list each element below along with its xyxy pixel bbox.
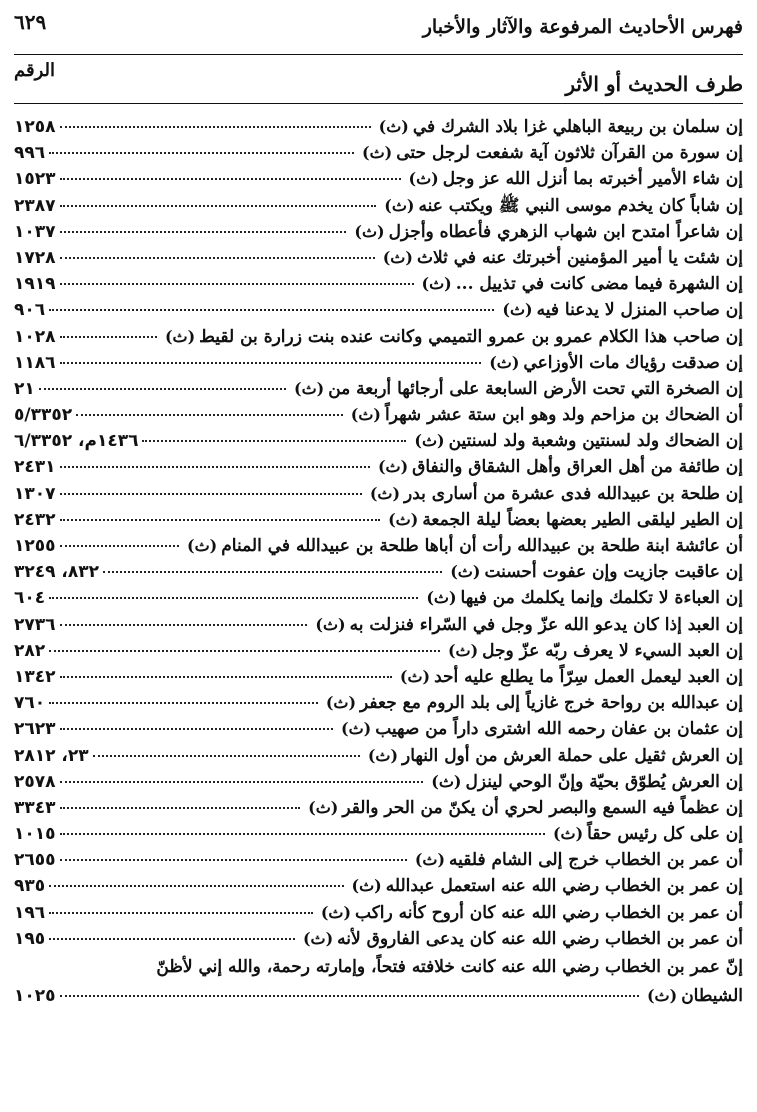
dot-leader [60, 466, 370, 468]
dot-leader [60, 807, 301, 809]
entry-mark: (ث) [367, 745, 399, 765]
column-headers [14, 60, 743, 100]
dot-leader [60, 519, 381, 521]
dot-leader [60, 362, 482, 364]
entry-text: إن شاعراً امتدح ابن شهاب الزهري فأعطاه وأجزل [388, 221, 743, 242]
entry-text: إن طائفة من أهل العراق وأهل الشقاق والنفاق [412, 457, 743, 478]
dot-leader [60, 178, 401, 180]
entry-text: إن الطير ليلقى الطير بعضها بعضاً ليلة الجمعة [422, 509, 743, 530]
entry-text: إن عاقبت جازيت وإن عفوت أحسنت [484, 562, 743, 583]
entry-text: إنّ عمر بن الخطاب رضي الله عنه كانت خلافته فتحاً، وإمارته رحمة، والله إني لأظنّ [156, 957, 743, 977]
dot-leader [103, 571, 442, 573]
entry-continuation [14, 982, 743, 1010]
entry-text: إن عثمان بن عفان رحمه الله اشترى داراً من صهيب [375, 719, 743, 740]
entry-number: ٢٣، ٢٨١٢ [14, 745, 89, 766]
entry-mark: (ث) [382, 247, 413, 267]
entry-text: إن عظماً فيه السمع والبصر لحري أن يكنّ من الحر والقر [342, 797, 743, 818]
entry-number: ١٠١٥ [14, 824, 56, 845]
index-list [14, 114, 743, 1012]
index-entry [14, 612, 743, 638]
entry-number: ١٩٦ [14, 902, 46, 923]
entry-number: ١٣٠٧ [14, 483, 56, 504]
index-entry [14, 324, 743, 350]
entry-text: إن الضحاك ولد لسنتين وشعبة ولد لسنتين [448, 431, 743, 452]
dot-leader [60, 995, 639, 997]
entry-text: إن على كل رئيس حقاً [587, 824, 743, 845]
entry-number: ٩٠٦ [14, 300, 46, 321]
entry-text: إن العباءة لا تكلمك وإنما يكلمك من فيها [460, 588, 743, 609]
dot-leader [49, 885, 343, 887]
dot-leader [60, 833, 545, 835]
dot-leader [49, 597, 418, 599]
dot-leader [93, 755, 360, 757]
dot-leader [49, 309, 494, 311]
index-entry [14, 402, 743, 428]
entry-text: أن الضحاك بن مزاحم ولد وهو ابن ستة عشر شهراً [384, 405, 743, 426]
dot-leader [60, 231, 347, 233]
index-entry [14, 664, 743, 690]
dot-leader [49, 938, 295, 940]
entry-mark: (ث) [431, 771, 462, 791]
columns-rule [14, 103, 743, 104]
index-entry [14, 638, 743, 664]
entry-number: ٣٣٤٣ [14, 797, 56, 818]
index-entry [14, 219, 743, 245]
running-title: فهرس الأحاديث المرفوعة والآثار والأخبار [422, 16, 743, 38]
entry-mark: (ث) [341, 719, 372, 739]
dot-leader [60, 624, 308, 626]
entry-number: ١١٨٦ [14, 352, 56, 373]
column-header-text: طرف الحديث أو الأثر [565, 72, 743, 96]
index-entry [14, 454, 743, 480]
entry-text: إن صاحب هذا الكلام عمرو بن عمرو التميمي وكانت عنده بنت زرارة بن لقيط [199, 326, 743, 347]
entry-number: ١٩١٩ [14, 274, 56, 295]
entry-text: إن صدقت رؤياك مات الأوزاعي [523, 352, 743, 373]
index-entry [14, 271, 743, 297]
dot-leader [76, 414, 343, 416]
entry-mark: (ث) [646, 986, 678, 1005]
dot-leader [60, 257, 375, 259]
index-entry [14, 559, 743, 585]
entry-number: ١٤٣٦م، ٦/٣٣٥٢ [14, 431, 139, 452]
page-header [14, 10, 743, 50]
entry-text: إن العبد ليعمل العمل سِرّاً ما يطلع عليه أحد [434, 666, 743, 687]
entry-text: إن العرش ثقيل على حملة العرش من أول النهار [402, 745, 743, 766]
entry-mark: (ث) [552, 824, 584, 844]
entry-mark: (ث) [308, 797, 339, 817]
dot-leader [39, 388, 286, 390]
index-entry [14, 716, 743, 742]
entry-number: ٧٦٠ [14, 693, 46, 714]
index-entry [14, 795, 743, 821]
entry-text: أن عمر بن الخطاب رضي الله عنه كان أروح كأنه راكب [355, 902, 743, 923]
entry-mark: (ث) [421, 274, 452, 294]
entry-number: ٩٣٥ [14, 876, 46, 897]
index-entry [14, 140, 743, 166]
entry-mark: (ث) [377, 457, 409, 477]
index-entry [14, 350, 743, 376]
entry-mark: (ث) [302, 928, 334, 948]
entry-mark: (ث) [502, 300, 533, 320]
entry-mark: (ث) [315, 614, 346, 634]
index-entry [14, 297, 743, 323]
entry-mark: (ث) [489, 352, 520, 372]
dot-leader [60, 728, 334, 730]
entry-text-continued: الشيطان [681, 986, 743, 1006]
entry-mark: (ث) [426, 588, 457, 608]
index-entry [14, 428, 743, 454]
entry-mark: (ث) [399, 666, 431, 686]
entry-number: ١٢٥٨ [14, 117, 56, 137]
entry-number: ٢٦٢٣ [14, 719, 56, 740]
entry-number: ١٠٢٨ [14, 326, 56, 347]
dot-leader [60, 781, 424, 783]
dot-leader [60, 283, 414, 285]
entry-number: ٥/٣٣٥٢ [14, 405, 73, 426]
header-rule [14, 54, 743, 55]
entry-mark: (ث) [164, 326, 196, 346]
entry-text: إن طلحة بن عبيدالله فدى عشرة من أسارى بدر [404, 483, 743, 504]
entry-number: ١٩٥ [14, 928, 46, 949]
entry-mark: (ث) [350, 405, 381, 425]
index-entry [14, 245, 743, 271]
entry-number: ٢٧٣٦ [14, 614, 56, 635]
entry-mark: (ث) [384, 195, 415, 215]
dot-leader [60, 545, 180, 547]
entry-text: إن سورة من القرآن ثلاثون آية شفعت لرجل حتى [396, 143, 743, 164]
entry-mark: (ث) [378, 117, 409, 136]
entry-mark: (ث) [362, 143, 393, 163]
entry-mark: (ث) [320, 902, 352, 922]
entry-mark: (ث) [187, 536, 218, 555]
index-entry [14, 507, 743, 533]
index-entry [14, 873, 743, 899]
entry-number: ٦٠٤ [14, 588, 46, 609]
index-entry [14, 533, 743, 559]
index-entry [14, 376, 743, 402]
entry-text: إن الصخرة التي تحت الأرض السابعة على أرجائها أربعة من [328, 378, 743, 399]
dot-leader [60, 859, 407, 861]
entry-number: ١٧٢٨ [14, 247, 56, 268]
index-entry [14, 690, 743, 716]
column-header-number: الرقم [14, 60, 56, 81]
dot-leader [49, 650, 440, 652]
dot-leader [60, 205, 377, 207]
entry-mark: (ث) [450, 562, 481, 582]
dot-leader [49, 912, 313, 914]
entry-mark: (ث) [351, 876, 382, 896]
index-entry [14, 166, 743, 192]
entry-text: إن عبدالله بن رواحة خرج غازياً إلى بلد الروم مع جعفر [360, 693, 743, 714]
entry-text: إن شئت يا أمير المؤمنين أخبرتك عنه في ثلاث [416, 247, 743, 268]
entry-mark: (ث) [388, 509, 419, 529]
index-entry [14, 193, 743, 219]
entry-mark: (ث) [447, 640, 479, 660]
entry-number: ١٥٢٣ [14, 169, 56, 190]
index-entry [14, 926, 743, 952]
entry-text: أن عائشة ابنة طلحة بن عبيدالله رأت أن أباها طلحة بن عبيدالله في المنام [221, 536, 743, 556]
entry-text: إن سلمان بن ربيعة الباهلي غزا بلاد الشرك في [412, 117, 743, 137]
dot-leader [49, 152, 354, 154]
entry-number: ٢٤٣٢ [14, 509, 56, 530]
entry-text: إن العبد إذا كان يدعو الله عزّ وجل في السّراء فنزلت به [349, 614, 743, 635]
entry-mark: (ث) [414, 850, 446, 870]
index-entry [14, 481, 743, 507]
dot-leader [142, 440, 406, 442]
index-entry [14, 847, 743, 873]
entry-number: ١٢٥٥ [14, 536, 56, 556]
index-entry [14, 585, 743, 611]
dot-leader [60, 336, 157, 338]
entry-mark: (ث) [369, 483, 401, 503]
entry-mark: (ث) [354, 221, 385, 241]
dot-leader [60, 493, 362, 495]
entry-text: إن صاحب المنزل لا يدعنا فيه [536, 300, 743, 321]
entry-number: ٩٩٦ [14, 143, 46, 164]
entry-text: إن العبد السيء لا يعرف ربّه عزّ وجل [482, 640, 743, 661]
entry-number: ٨٣٢، ٣٢٤٩ [14, 562, 100, 583]
entry-number: ٢٥٧٨ [14, 771, 56, 792]
entry-number: ١٣٤٢ [14, 666, 56, 687]
entry-text: إن شاباً كان يخدم موسى النبي ﷺ ويكتب عنه [418, 195, 743, 216]
entry-mark: (ث) [414, 431, 445, 451]
index-entry [14, 900, 743, 926]
dot-leader [60, 126, 371, 128]
entry-text: إن العرش يُطوّق بحيّة وإنّ الوحي لينزل [465, 771, 743, 792]
entry-number: ١٠٣٧ [14, 221, 56, 242]
dot-leader [49, 702, 318, 704]
page-number: ٦٢٩ [14, 10, 47, 34]
entry-text: إن شاء الأمير أخبرته بما أنزل الله عز وجل [442, 169, 743, 190]
entry-mark: (ث) [408, 169, 439, 189]
entry-mark: (ث) [325, 693, 357, 713]
entry-text: أن عمر بن الخطاب خرج إلى الشام فلقيه [449, 850, 743, 871]
entry-number: ٢٣٨٧ [14, 195, 56, 216]
entry-text: إن عمر بن الخطاب رضي الله عنه استعمل عبدالله [385, 876, 743, 897]
index-entry [14, 952, 743, 1012]
entry-number: ٢١ [14, 378, 35, 399]
entry-number: ١٠٢٥ [14, 986, 56, 1006]
entry-number: ٢٦٥٥ [14, 850, 56, 871]
entry-number: ٢٤٣١ [14, 457, 56, 478]
entry-mark: (ث) [294, 378, 325, 398]
entry-number: ٢٨٢ [14, 640, 46, 661]
index-entry [14, 114, 743, 140]
dot-leader [60, 676, 392, 678]
index-entry [14, 743, 743, 769]
entry-text: أن عمر بن الخطاب رضي الله عنه كان يدعى الفاروق لأنه [337, 928, 743, 949]
index-entry [14, 769, 743, 795]
index-entry [14, 821, 743, 847]
entry-text: إن الشهرة فيما مضى كانت في تذييل ... [455, 274, 743, 295]
